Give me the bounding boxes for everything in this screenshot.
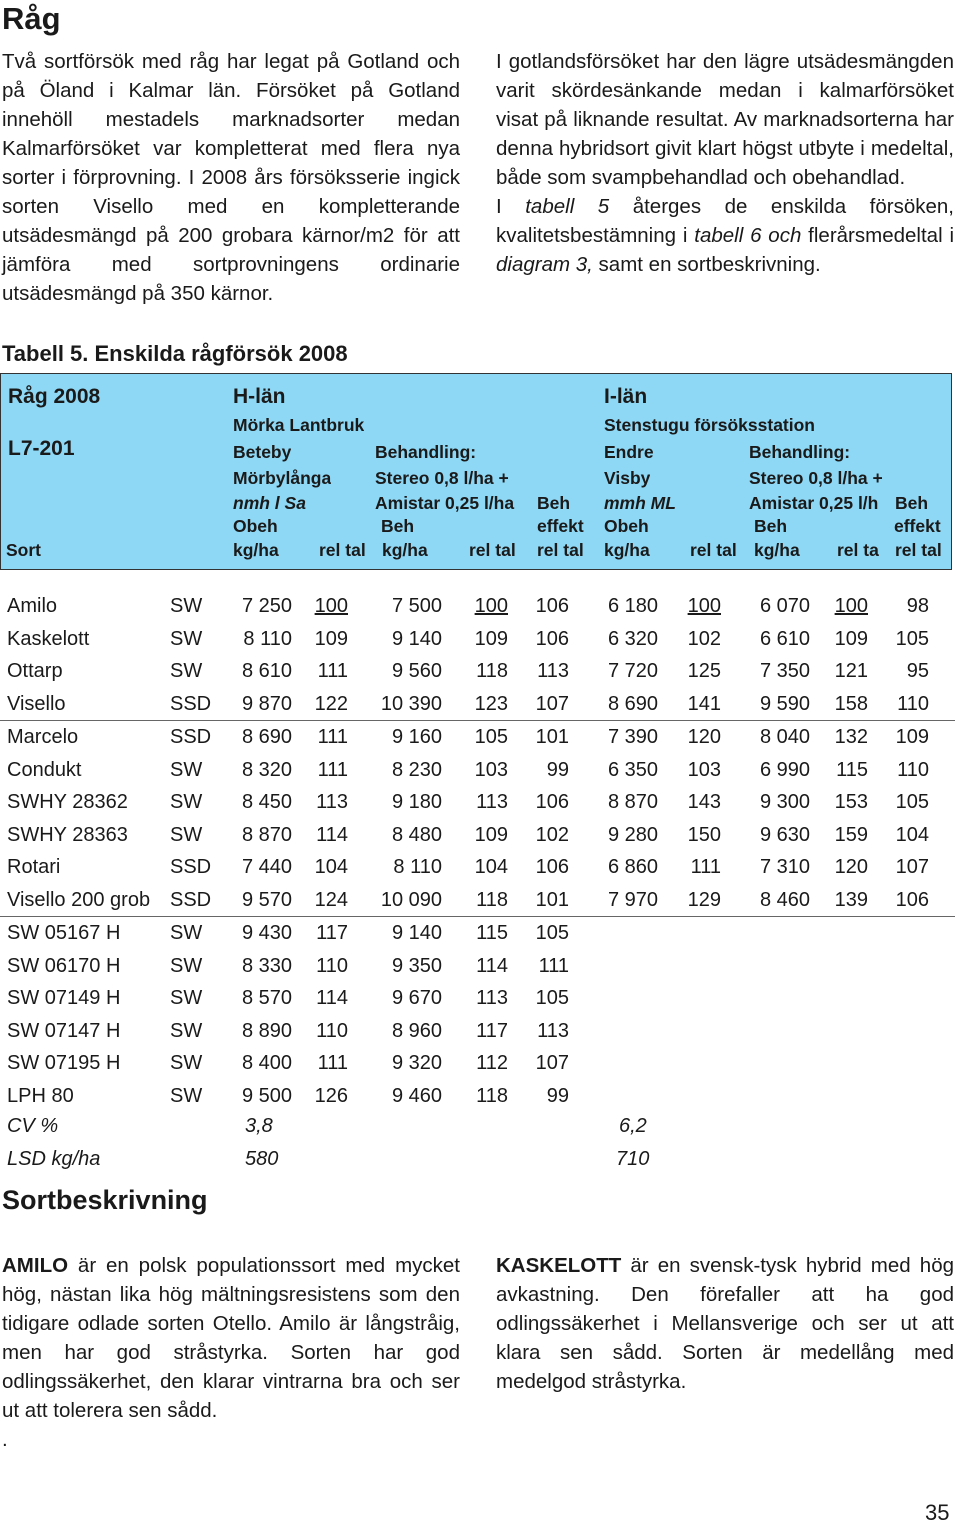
i-beh-kgha: 7 350: [759, 660, 810, 682]
i-effekt-reltal: 105: [895, 627, 929, 650]
table-row: [0, 982, 955, 1015]
table-header: [0, 373, 952, 570]
i-obeh-kgha: 8 690: [607, 692, 658, 715]
header-h-place2: Mörbylånga: [233, 468, 332, 488]
i-obeh-kgha: 6 180: [607, 595, 658, 617]
variety-heading-kaskelott: KASKELOTT: [496, 1254, 622, 1277]
variety-type: SW: [170, 1052, 203, 1074]
intro-right-p2-c: flerårsmedeltal i: [801, 224, 955, 247]
header-i-eff-reltal: rel tal: [895, 540, 942, 560]
h-beh-reltal: 100: [474, 595, 508, 617]
h-obeh-kgha: 8 890: [241, 1019, 292, 1042]
header-i-region: I-län: [604, 385, 648, 408]
variety-name: SW 05167 H: [7, 922, 121, 944]
intro-left-text: Två sortförsök med råg har legat på Gotland och på Öland i Kalmar län. Försöket på Gotland innehöll mestadels marknadsorter medan Kalmarförsöket var kompletterat med flera nya sorter i förprovning. I 2008 års försöksserie ingick sorten Visello med en kompletterande utsädesmängd på 200 grobara kärnor/m2 för att jämföra med sortprovningens ordinarie utsädesmängd på 350 kärnor.: [2, 50, 460, 305]
i-obeh-kgha: 9 280: [607, 823, 658, 846]
h-beh-reltal: 114: [476, 954, 508, 977]
header-h-soil: nmh l Sa: [233, 493, 306, 513]
description-amilo-text: [2, 1251, 460, 1425]
h-obeh-kgha: 8 450: [241, 791, 292, 813]
h-beh-reltal: 112: [476, 1052, 508, 1074]
intro-right-paragraph: [496, 47, 954, 279]
table-row: [0, 819, 955, 852]
h-obeh-reltal: 114: [316, 823, 348, 846]
variety-heading-amilo: AMILO: [2, 1254, 69, 1277]
i-beh-reltal: 132: [834, 726, 868, 748]
intro-right-p2-d: samt en sortbeskrivning.: [592, 253, 821, 276]
header-h-beh-reltal: rel tal: [469, 540, 516, 560]
h-beh-reltal: 118: [476, 660, 508, 682]
h-effekt-reltal: 111: [538, 954, 569, 977]
table-row: [0, 655, 955, 688]
h-obeh-kgha: 9 570: [241, 888, 292, 911]
h-obeh-kgha: 8 110: [243, 627, 292, 650]
h-beh-kgha: 10 090: [380, 888, 442, 911]
h-obeh-reltal: 114: [316, 987, 348, 1009]
i-beh-kgha: 6 070: [759, 595, 810, 617]
h-beh-kgha: 9 180: [391, 791, 442, 813]
i-obeh-reltal: 129: [687, 888, 721, 911]
h-obeh-kgha: 8 610: [241, 660, 292, 682]
header-i-place1: Endre: [604, 442, 654, 462]
variety-type: SW: [170, 823, 203, 846]
header-h-treatment-1: Stereo 0,8 l/ha +: [375, 468, 509, 488]
h-effekt-reltal: 105: [535, 987, 569, 1009]
header-i-treatment-label: Behandling:: [749, 442, 851, 462]
variety-name: Visello 200 grob: [7, 888, 151, 911]
variety-type: SW: [170, 954, 203, 977]
i-beh-reltal: 100: [834, 595, 868, 617]
table-row: [0, 1080, 955, 1113]
h-effekt-reltal: 101: [535, 888, 569, 911]
table-row: [0, 917, 955, 950]
page-number: 35: [925, 1500, 950, 1525]
variety-name: SW 07195 H: [7, 1052, 121, 1074]
intro-left-paragraph: [2, 47, 460, 308]
h-obeh-kgha: 9 870: [241, 692, 292, 715]
variety-name: SW 06170 H: [7, 954, 121, 977]
h-obeh-reltal: 113: [316, 791, 348, 813]
i-effekt-reltal: 110: [897, 758, 929, 781]
header-h-beh: Beh: [381, 516, 415, 536]
i-obeh-kgha: 6 860: [607, 856, 658, 878]
description-amilo: [2, 1251, 460, 1454]
trial-data-table: [0, 590, 955, 1112]
variety-type: SSD: [170, 726, 212, 748]
i-obeh-reltal: 103: [687, 758, 721, 781]
header-i-beh-kgha: kg/ha: [754, 540, 800, 560]
i-beh-reltal: 115: [836, 758, 868, 781]
h-beh-kgha: 9 670: [391, 987, 442, 1009]
i-beh-reltal: 159: [834, 823, 868, 846]
lsd-i: 710: [616, 1147, 650, 1170]
i-obeh-reltal: 100: [687, 595, 721, 617]
header-i-soil: mmh ML: [604, 493, 676, 513]
i-obeh-kgha: 6 350: [607, 758, 658, 781]
header-i-effekt: effekt: [894, 516, 941, 536]
h-beh-kgha: 8 230: [391, 758, 442, 781]
cv-h: 3,8: [245, 1115, 273, 1137]
h-obeh-kgha: 8 690: [241, 726, 292, 748]
table-row: [0, 786, 955, 819]
header-i-site: Stenstugu försöksstation: [604, 415, 815, 435]
h-beh-reltal: 117: [476, 1019, 508, 1042]
h-beh-kgha: 9 560: [391, 660, 442, 682]
i-beh-kgha: 8 460: [759, 888, 810, 911]
i-beh-kgha: 8 040: [759, 726, 810, 748]
h-beh-kgha: 8 110: [393, 856, 442, 878]
i-beh-kgha: 6 990: [759, 758, 810, 781]
h-obeh-reltal: 110: [316, 1019, 348, 1042]
variety-name: Marcelo: [7, 726, 79, 748]
header-h-beh-kgha: kg/ha: [382, 540, 428, 560]
h-obeh-reltal: 109: [314, 627, 348, 650]
h-beh-reltal: 113: [476, 987, 508, 1009]
header-h-site: Mörka Lantbruk: [233, 415, 365, 435]
variety-type: SW: [170, 660, 203, 682]
h-beh-kgha: 8 960: [391, 1019, 442, 1042]
header-i-obeh: Obeh: [604, 516, 649, 536]
h-beh-reltal: 118: [476, 888, 508, 911]
variety-type: SW: [170, 1084, 203, 1107]
h-effekt-reltal: 107: [535, 692, 569, 715]
i-obeh-kgha: 7 970: [607, 888, 658, 911]
i-effekt-reltal: 95: [906, 660, 929, 682]
lsd-row: [0, 1143, 955, 1176]
h-beh-kgha: 9 160: [391, 726, 442, 748]
h-obeh-reltal: 111: [317, 660, 348, 682]
header-h-beh-top: Beh: [537, 493, 571, 513]
h-effekt-reltal: 102: [535, 823, 569, 846]
cv-label: CV %: [7, 1115, 59, 1137]
header-i-place2: Visby: [604, 468, 651, 488]
h-effekt-reltal: 113: [537, 1019, 569, 1042]
i-beh-reltal: 121: [834, 660, 868, 682]
h-beh-reltal: 104: [474, 856, 508, 878]
lsd-label: LSD kg/ha: [7, 1147, 101, 1170]
variety-type: SW: [170, 922, 203, 944]
h-obeh-reltal: 111: [317, 726, 348, 748]
i-beh-reltal: 158: [834, 692, 868, 715]
variety-type: SSD: [170, 692, 212, 715]
header-h-eff-reltal: rel tal: [537, 540, 584, 560]
description-amilo-trailing: .: [2, 1428, 8, 1451]
h-obeh-reltal: 111: [317, 758, 348, 781]
description-amilo-body: är en polsk populationssort med mycket hög, nästan lika hög mältningsresistens som den tidigare odlade sorten Otello. Amilo är långstråig, men har god stråstyrka. Sorten har god odlingssäkerhet, den klarar vintrarna bra och ser ut att tolerera sen sådd.: [2, 1254, 460, 1422]
lsd-h: 580: [245, 1147, 279, 1170]
h-beh-kgha: 9 320: [391, 1052, 442, 1074]
variety-type: SW: [170, 791, 203, 813]
h-beh-reltal: 123: [474, 692, 508, 715]
variety-name: Visello: [7, 692, 66, 715]
i-beh-reltal: 109: [834, 627, 868, 650]
i-effekt-reltal: 110: [897, 692, 929, 715]
header-h-effekt: effekt: [537, 516, 584, 536]
h-obeh-kgha: 7 440: [241, 856, 292, 878]
h-obeh-kgha: 9 430: [241, 922, 292, 944]
i-effekt-reltal: 106: [895, 888, 929, 911]
header-h-obeh-kgha: kg/ha: [233, 540, 279, 560]
variety-name: Condukt: [7, 758, 82, 781]
ref-tabell-6: tabell 6 och: [694, 224, 802, 247]
variety-type: SW: [170, 1019, 203, 1042]
ref-tabell-5: tabell 5: [525, 195, 610, 218]
variety-name: SWHY 28363: [7, 823, 128, 846]
intro-right-p2: [496, 192, 954, 279]
i-obeh-reltal: 141: [687, 692, 721, 715]
header-h-treatment-label: Behandling:: [375, 442, 477, 462]
h-beh-kgha: 9 350: [391, 954, 442, 977]
i-obeh-reltal: 120: [687, 726, 721, 748]
h-beh-kgha: 10 390: [380, 692, 442, 715]
table-row: [0, 754, 955, 787]
h-effekt-reltal: 106: [535, 791, 569, 813]
cv-i: 6,2: [619, 1115, 647, 1137]
stats-block: [0, 1110, 955, 1175]
i-obeh-reltal: 125: [687, 660, 721, 682]
variety-name: Rotari: [7, 856, 61, 878]
i-beh-kgha: 9 590: [759, 692, 810, 715]
header-i-beh-reltal: rel ta: [837, 540, 879, 560]
i-obeh-kgha: 7 720: [607, 660, 658, 682]
i-beh-kgha: 9 300: [759, 791, 810, 813]
i-beh-reltal: 153: [834, 791, 868, 813]
h-effekt-reltal: 106: [535, 856, 569, 878]
table-row: [0, 590, 955, 623]
header-i-obeh-kgha: kg/ha: [604, 540, 650, 560]
h-effekt-reltal: 101: [535, 726, 569, 748]
table-row: [0, 623, 955, 656]
ref-diagram-3: diagram 3,: [496, 253, 593, 276]
variety-type: SW: [170, 987, 203, 1009]
intro-right-p1: I gotlandsförsöket har den lägre utsädesmängden varit skördesänkande medan i kalmarförsöket visat på liknande resultat. Av marknadsorterna har denna hybridsort givit klart högst utbyte i medeltal, både som svampbehandlad och obehandlad.: [496, 50, 954, 189]
i-obeh-kgha: 8 870: [607, 791, 658, 813]
table-row: [0, 1047, 955, 1080]
h-beh-reltal: 109: [474, 823, 508, 846]
header-i-obeh-reltal: rel tal: [690, 540, 737, 560]
header-h-obeh-reltal: rel tal: [319, 540, 366, 560]
table-row: [0, 950, 955, 983]
header-h-obeh: Obeh: [233, 516, 278, 536]
i-beh-kgha: 9 630: [759, 823, 810, 846]
h-beh-reltal: 103: [474, 758, 508, 781]
h-obeh-kgha: 8 320: [241, 758, 292, 781]
variety-name: SW 07149 H: [7, 987, 121, 1009]
h-beh-reltal: 109: [474, 627, 508, 650]
description-kaskelott-body: är en svensk-tysk hybrid med hög avkastning. Den förefaller att ha god odlingssäkerhet i Mellansverige och ser ut att klara sen sådd. Sorten är medellång med medelgod stråstyrka.: [496, 1254, 954, 1393]
i-effekt-reltal: 104: [895, 823, 929, 846]
h-obeh-reltal: 122: [314, 692, 348, 715]
variety-name: Kaskelott: [7, 627, 90, 650]
h-beh-kgha: 8 480: [391, 823, 442, 846]
header-h-place1: Beteby: [233, 442, 292, 462]
variety-name: Amilo: [7, 595, 58, 617]
variety-type: SSD: [170, 856, 212, 878]
header-trial-code: L7-201: [8, 437, 75, 460]
i-beh-reltal: 139: [834, 888, 868, 911]
table-row: [0, 1015, 955, 1048]
variety-name: Ottarp: [7, 660, 63, 682]
description-kaskelott-text: [496, 1251, 954, 1396]
h-obeh-kgha: 8 870: [241, 823, 292, 846]
h-beh-kgha: 9 140: [391, 922, 442, 944]
h-obeh-reltal: 100: [314, 595, 348, 617]
table-row: [0, 688, 955, 722]
h-obeh-reltal: 111: [317, 1052, 348, 1074]
header-i-treatment-2: Amistar 0,25 l/h: [749, 493, 879, 513]
variety-type: SSD: [170, 888, 212, 911]
h-beh-kgha: 7 500: [391, 595, 442, 617]
header-sort-label: Sort: [6, 540, 41, 560]
h-obeh-reltal: 117: [316, 922, 348, 944]
h-obeh-reltal: 104: [314, 856, 348, 878]
i-effekt-reltal: 109: [895, 726, 929, 748]
table-row: [0, 851, 955, 884]
h-beh-reltal: 118: [476, 1084, 508, 1107]
variety-type: SW: [170, 758, 203, 781]
i-obeh-kgha: 7 390: [607, 726, 658, 748]
i-beh-reltal: 120: [834, 856, 868, 878]
table-row: [0, 884, 955, 918]
h-obeh-reltal: 126: [314, 1084, 348, 1107]
variety-type: SW: [170, 627, 203, 650]
header-i-treatment-1: Stereo 0,8 l/ha +: [749, 468, 883, 488]
header-crop-year: Råg 2008: [8, 385, 101, 408]
h-beh-reltal: 113: [476, 791, 508, 813]
h-beh-kgha: 9 140: [391, 627, 442, 650]
table-row: [0, 721, 955, 754]
i-obeh-reltal: 111: [690, 856, 721, 878]
cv-row: [0, 1110, 955, 1143]
variety-name: LPH 80: [7, 1084, 74, 1107]
variety-name: SW 07147 H: [7, 1019, 121, 1042]
h-effekt-reltal: 106: [535, 627, 569, 650]
i-obeh-reltal: 150: [687, 823, 721, 846]
h-effekt-reltal: 105: [535, 922, 569, 944]
i-beh-kgha: 6 610: [759, 627, 810, 650]
h-obeh-kgha: 9 500: [241, 1084, 292, 1107]
page-title: Råg: [2, 1, 61, 36]
section-title: Sortbeskrivning: [2, 1185, 208, 1215]
variety-name: SWHY 28362: [7, 791, 128, 813]
table-caption: Tabell 5. Enskilda rågförsök 2008: [2, 341, 348, 366]
h-obeh-reltal: 124: [314, 888, 348, 911]
i-effekt-reltal: 107: [895, 856, 929, 878]
h-beh-reltal: 105: [474, 726, 508, 748]
h-obeh-kgha: 8 400: [241, 1052, 292, 1074]
i-beh-kgha: 7 310: [759, 856, 810, 878]
h-effekt-reltal: 113: [537, 660, 569, 682]
h-effekt-reltal: 99: [546, 1084, 569, 1107]
intro-right-p2-a: I: [496, 195, 526, 218]
header-h-region: H-län: [233, 385, 286, 408]
variety-type: SW: [170, 595, 203, 617]
header-h-treatment-2: Amistar 0,25 l/ha: [375, 493, 515, 513]
h-effekt-reltal: 107: [535, 1052, 569, 1074]
description-kaskelott: [496, 1251, 954, 1396]
h-beh-kgha: 9 460: [391, 1084, 442, 1107]
header-i-beh-top: Beh: [895, 493, 929, 513]
header-i-beh: Beh: [754, 516, 788, 536]
intro-right-p2-b: återges de enskilda försöken, kvalitetsbestämning i: [496, 195, 954, 247]
h-effekt-reltal: 106: [535, 595, 569, 617]
h-obeh-reltal: 110: [316, 954, 348, 977]
h-obeh-kgha: 7 250: [241, 595, 292, 617]
i-effekt-reltal: 105: [895, 791, 929, 813]
i-effekt-reltal: 98: [906, 595, 929, 617]
i-obeh-kgha: 6 320: [607, 627, 658, 650]
h-obeh-kgha: 8 330: [241, 954, 292, 977]
h-beh-reltal: 115: [476, 922, 508, 944]
i-obeh-reltal: 102: [687, 627, 721, 650]
h-effekt-reltal: 99: [546, 758, 569, 781]
i-obeh-reltal: 143: [687, 791, 721, 813]
h-obeh-kgha: 8 570: [241, 987, 292, 1009]
